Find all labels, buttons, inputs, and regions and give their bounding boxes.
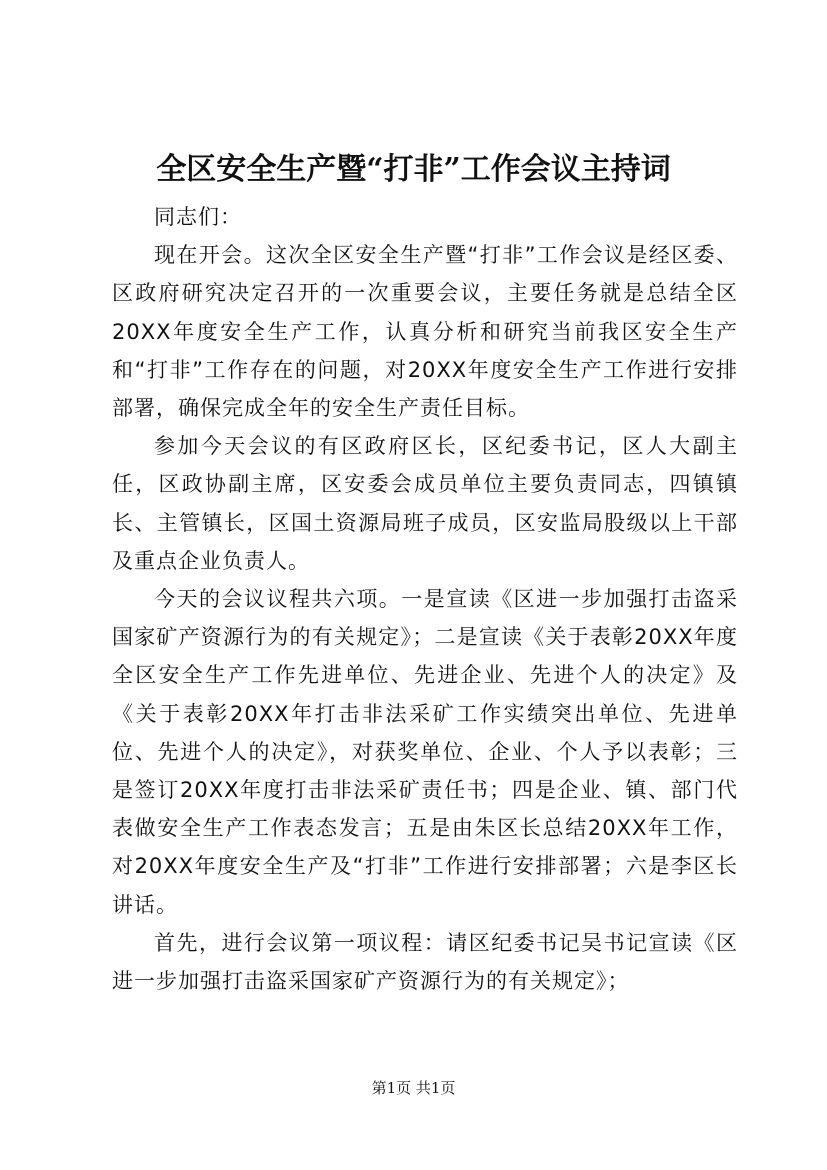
body-paragraph-3: 今天的会议议程共六项。一是宣读《区进一步加强打击盗采国家矿产资源行为的有关规定》；二是宣读《关于表彰20XX年度全区安全生产工作先进单位、先进企业、先进个人的决定》及《关于表彰20XX年打击非法采矿工作实绩突出单位、先进单位、先进个人的决定》，对获奖单位、企业、个人予以表彰；三是签订20XX年度打击非法采矿责任书；四是企业、镇、部门代表做安全生产工作表态发言；五是由朱区长总结20XX年工作，对20XX年度安全生产及“打非”工作进行安排部署；六是李区长讲话。 bbox=[112, 587, 738, 917]
document-body bbox=[112, 198, 738, 1000]
page-footer: 第1页 共1页 bbox=[371, 1079, 456, 1097]
body-paragraph-2: 参加今天会议的有区政府区长，区纪委书记，区人大副主任，区政协副主席，区安委会成员单位主要负责同志，四镇镇长、主管镇长，区国土资源局班子成员，区安监局股级以上干部及重点企业负责人。 bbox=[112, 434, 738, 573]
body-paragraph-1: 现在开会。这次全区安全生产暨“打非”工作会议是经区委、区政府研究决定召开的一次重要会议，主要任务就是总结全区20XX年度安全生产工作，认真分析和研究当前我区安全生产和“打非”工作存在的问题，对20XX年度安全生产工作进行安排部署，确保完成全年的安全生产责任目标。 bbox=[112, 243, 738, 421]
document-title: 全区安全生产暨“打非”工作会议主持词 bbox=[156, 152, 671, 187]
body-paragraph-4: 首先，进行会议第一项议程：请区纪委书记吴书记宣读《区进一步加强打击盗采国家矿产资源行为的有关规定》； bbox=[112, 930, 738, 994]
greeting-paragraph: 同志们： bbox=[154, 205, 242, 229]
